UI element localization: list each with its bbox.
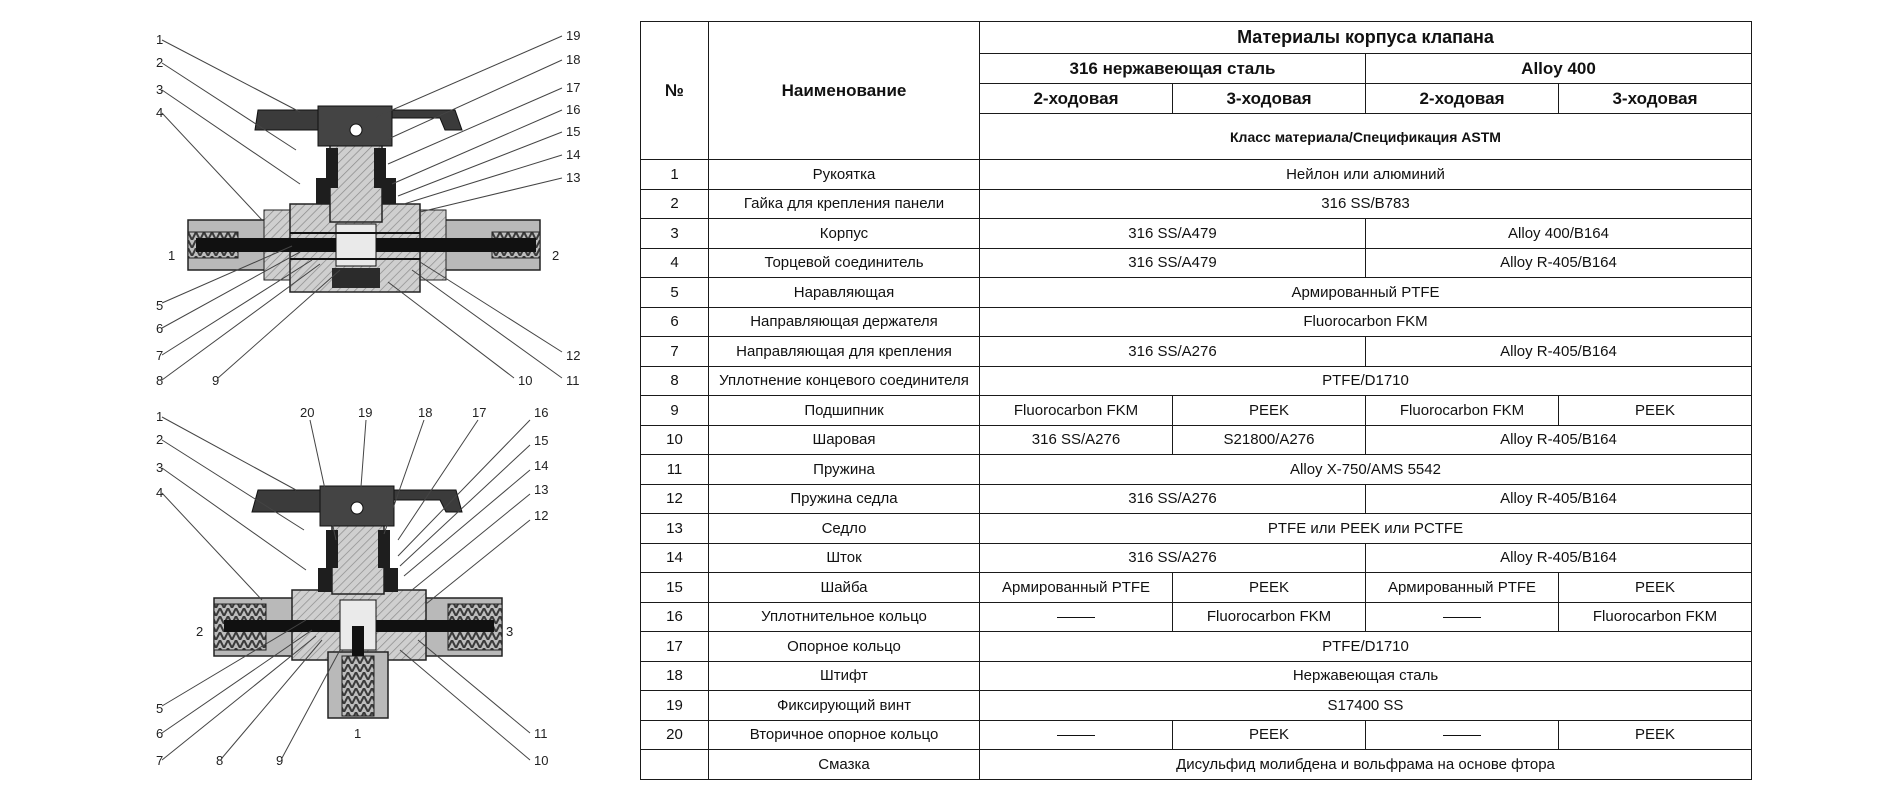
- material-cell: Alloy R-405/B164: [1366, 425, 1752, 455]
- callout-number: 4: [156, 105, 164, 120]
- material-cell: PEEK: [1173, 720, 1366, 750]
- material-cell: Alloy R-405/B164: [1366, 543, 1752, 573]
- row-number: 3: [641, 219, 709, 249]
- table-row: [641, 189, 1752, 219]
- part-name: Штифт: [709, 661, 980, 691]
- row-number: 11: [641, 455, 709, 485]
- part-name: Направляющая для крепления: [709, 337, 980, 367]
- table-row: [641, 720, 1752, 750]
- table-row: [641, 396, 1752, 426]
- leader-line: [384, 420, 424, 534]
- material-cell: Alloy 400/B164: [1366, 219, 1752, 249]
- callout-number: 13: [566, 170, 581, 185]
- port-label-left: 1: [168, 248, 176, 263]
- leader-line: [420, 262, 562, 352]
- header-alloy-three-way: 3-ходовая: [1559, 84, 1752, 114]
- material-cell: Армированный PTFE: [980, 573, 1173, 603]
- leader-line: [412, 270, 562, 378]
- callout-number: 17: [566, 80, 581, 95]
- table-row: [641, 484, 1752, 514]
- port-label-right: 3: [506, 624, 514, 639]
- callout-number: 19: [566, 28, 581, 43]
- part-name: Пружина седла: [709, 484, 980, 514]
- row-number: 19: [641, 691, 709, 721]
- material-cell: 316 SS/A276: [980, 337, 1366, 367]
- materials-table: [640, 21, 1752, 780]
- row-number: 12: [641, 484, 709, 514]
- material-cell: Нейлон или алюминий: [980, 160, 1752, 190]
- leader-line: [162, 264, 320, 380]
- header-alloy-two-way: 2-ходовая: [1366, 84, 1559, 114]
- table-row: [641, 632, 1752, 662]
- callout-number: 1: [156, 32, 164, 47]
- part-name: Шаровая: [709, 425, 980, 455]
- row-number: 20: [641, 720, 709, 750]
- header-number: №: [641, 22, 709, 160]
- leader-line: [162, 113, 262, 220]
- part-name: Седло: [709, 514, 980, 544]
- leader-line: [400, 445, 530, 566]
- callout-number: 15: [534, 433, 549, 448]
- callout-number: 19: [358, 405, 373, 420]
- table-row: [641, 750, 1752, 780]
- material-cell: S17400 SS: [980, 691, 1752, 721]
- leader-line: [162, 90, 300, 184]
- part-name: Торцевой соединитель: [709, 248, 980, 278]
- callout-number: 10: [534, 753, 549, 768]
- table-body: [641, 160, 1752, 780]
- valve-drawings: [0, 0, 640, 797]
- header-ss-three-way: 3-ходовая: [1173, 84, 1366, 114]
- leader-line: [162, 260, 312, 355]
- part-name: Шток: [709, 543, 980, 573]
- not-applicable-dash: [980, 602, 1173, 632]
- table-row: [641, 248, 1752, 278]
- table-row: [641, 337, 1752, 367]
- row-number: 17: [641, 632, 709, 662]
- table-row: [641, 160, 1752, 190]
- row-number: 5: [641, 278, 709, 308]
- leader-line: [392, 110, 562, 184]
- leader-line: [162, 493, 262, 600]
- port-label-bottom: 1: [354, 726, 362, 741]
- table-row: [641, 278, 1752, 308]
- leader-line: [420, 178, 562, 212]
- row-number: 15: [641, 573, 709, 603]
- material-cell: Fluorocarbon FKM: [980, 307, 1752, 337]
- callout-number: 12: [534, 508, 549, 523]
- leader-line: [404, 470, 530, 576]
- material-cell: Армированный PTFE: [1366, 573, 1559, 603]
- header-material-class: Класс материала/Спецификация ASTM: [980, 114, 1752, 160]
- callout-number: 16: [566, 102, 581, 117]
- material-cell: 316 SS/A479: [980, 248, 1366, 278]
- material-cell: PTFE или PEEK или PCTFE: [980, 514, 1752, 544]
- table-row: [641, 514, 1752, 544]
- callout-number: 1: [156, 409, 164, 424]
- header-ss-two-way: 2-ходовая: [980, 84, 1173, 114]
- callout-number: 9: [212, 373, 220, 388]
- material-cell: S21800/A276: [1173, 425, 1366, 455]
- callout-number: 2: [156, 55, 164, 70]
- material-cell: Alloy R-405/B164: [1366, 484, 1752, 514]
- material-cell: 316 SS/B783: [980, 189, 1752, 219]
- material-cell: Армированный PTFE: [980, 278, 1752, 308]
- callout-number: 4: [156, 485, 164, 500]
- part-name: Шайба: [709, 573, 980, 603]
- leader-line: [412, 494, 530, 590]
- callout-number: 11: [534, 726, 548, 741]
- callout-number: 14: [566, 147, 581, 162]
- callout-number: 2: [156, 432, 164, 447]
- part-name: Фиксирующий винт: [709, 691, 980, 721]
- row-number: 16: [641, 602, 709, 632]
- callout-number: 20: [300, 405, 315, 420]
- leader-line: [400, 650, 530, 760]
- row-number: 6: [641, 307, 709, 337]
- not-applicable-dash: [1366, 602, 1559, 632]
- header-materials: Материалы корпуса клапана: [980, 22, 1752, 54]
- material-cell: PEEK: [1559, 720, 1752, 750]
- header-name: Наименование: [709, 22, 980, 160]
- material-cell: PTFE/D1710: [980, 366, 1752, 396]
- part-name: Наравляющая: [709, 278, 980, 308]
- callout-number: 6: [156, 726, 164, 741]
- part-name: Уплотнение концевого соединителя: [709, 366, 980, 396]
- callout-number: 18: [418, 405, 433, 420]
- material-cell: 316 SS/A276: [980, 425, 1173, 455]
- leader-line: [162, 63, 296, 150]
- table-row: [641, 366, 1752, 396]
- port-label-left: 2: [196, 624, 204, 639]
- callout-number: 12: [566, 348, 581, 363]
- material-cell: Fluorocarbon FKM: [1366, 396, 1559, 426]
- callout-number: 7: [156, 753, 164, 768]
- row-number: 18: [641, 661, 709, 691]
- part-name: Опорное кольцо: [709, 632, 980, 662]
- port-label-right: 2: [552, 248, 560, 263]
- part-name: Вторичное опорное кольцо: [709, 720, 980, 750]
- leader-line: [162, 417, 296, 490]
- row-number: [641, 750, 709, 780]
- leader-line: [398, 132, 562, 196]
- part-name: Уплотнительное кольцо: [709, 602, 980, 632]
- row-number: 9: [641, 396, 709, 426]
- callout-number: 5: [156, 701, 164, 716]
- not-applicable-dash: [980, 720, 1173, 750]
- callout-number: 13: [534, 482, 549, 497]
- table-row: [641, 455, 1752, 485]
- material-cell: PEEK: [1173, 573, 1366, 603]
- leader-line: [218, 270, 340, 378]
- callout-number: 9: [276, 753, 284, 768]
- material-cell: Alloy R-405/B164: [1366, 337, 1752, 367]
- table-row: [641, 573, 1752, 603]
- table-row: [641, 661, 1752, 691]
- row-number: 14: [641, 543, 709, 573]
- material-cell: Fluorocarbon FKM: [1173, 602, 1366, 632]
- material-cell: PEEK: [1559, 396, 1752, 426]
- row-number: 8: [641, 366, 709, 396]
- table-row: [641, 307, 1752, 337]
- table-row: [641, 691, 1752, 721]
- part-name: Рукоятка: [709, 160, 980, 190]
- material-cell: Alloy R-405/B164: [1366, 248, 1752, 278]
- table-row: [641, 219, 1752, 249]
- header-alloy-400: Alloy 400: [1366, 54, 1752, 84]
- callout-number: 15: [566, 124, 581, 139]
- callout-number: 7: [156, 348, 164, 363]
- part-name: Подшипник: [709, 396, 980, 426]
- callout-number: 11: [566, 373, 580, 388]
- callout-number: 5: [156, 298, 164, 313]
- row-number: 2: [641, 189, 709, 219]
- material-cell: Нержавеющая сталь: [980, 661, 1752, 691]
- material-cell: PEEK: [1559, 573, 1752, 603]
- leader-line: [426, 520, 530, 604]
- material-cell: Fluorocarbon FKM: [980, 396, 1173, 426]
- part-name: Смазка: [709, 750, 980, 780]
- material-cell: 316 SS/A276: [980, 484, 1366, 514]
- callout-number: 8: [216, 753, 224, 768]
- callout-number: 17: [472, 405, 487, 420]
- material-cell: 316 SS/A479: [980, 219, 1366, 249]
- table-row: [641, 425, 1752, 455]
- material-cell: Дисульфид молибдена и вольфрама на основе фтора: [980, 750, 1752, 780]
- material-cell: Fluorocarbon FKM: [1559, 602, 1752, 632]
- callout-number: 3: [156, 460, 164, 475]
- row-number: 1: [641, 160, 709, 190]
- material-cell: PEEK: [1173, 396, 1366, 426]
- header-stainless-steel: 316 нержавеющая сталь: [980, 54, 1366, 84]
- table-row: [641, 602, 1752, 632]
- row-number: 4: [641, 248, 709, 278]
- callout-number: 14: [534, 458, 549, 473]
- part-name: Гайка для крепления панели: [709, 189, 980, 219]
- part-name: Корпус: [709, 219, 980, 249]
- part-name: Пружина: [709, 455, 980, 485]
- material-cell: Alloy X-750/AMS 5542: [980, 455, 1752, 485]
- material-cell: 316 SS/A276: [980, 543, 1366, 573]
- leader-line: [360, 36, 562, 124]
- callout-number: 8: [156, 373, 164, 388]
- row-number: 10: [641, 425, 709, 455]
- part-name: Направляющая держателя: [709, 307, 980, 337]
- table-row: [641, 543, 1752, 573]
- callout-number: 10: [518, 373, 533, 388]
- row-number: 7: [641, 337, 709, 367]
- callout-number: 18: [566, 52, 581, 67]
- callout-number: 6: [156, 321, 164, 336]
- callout-number: 3: [156, 82, 164, 97]
- not-applicable-dash: [1366, 720, 1559, 750]
- leader-line: [398, 420, 478, 540]
- row-number: 13: [641, 514, 709, 544]
- callout-number: 16: [534, 405, 549, 420]
- material-cell: PTFE/D1710: [980, 632, 1752, 662]
